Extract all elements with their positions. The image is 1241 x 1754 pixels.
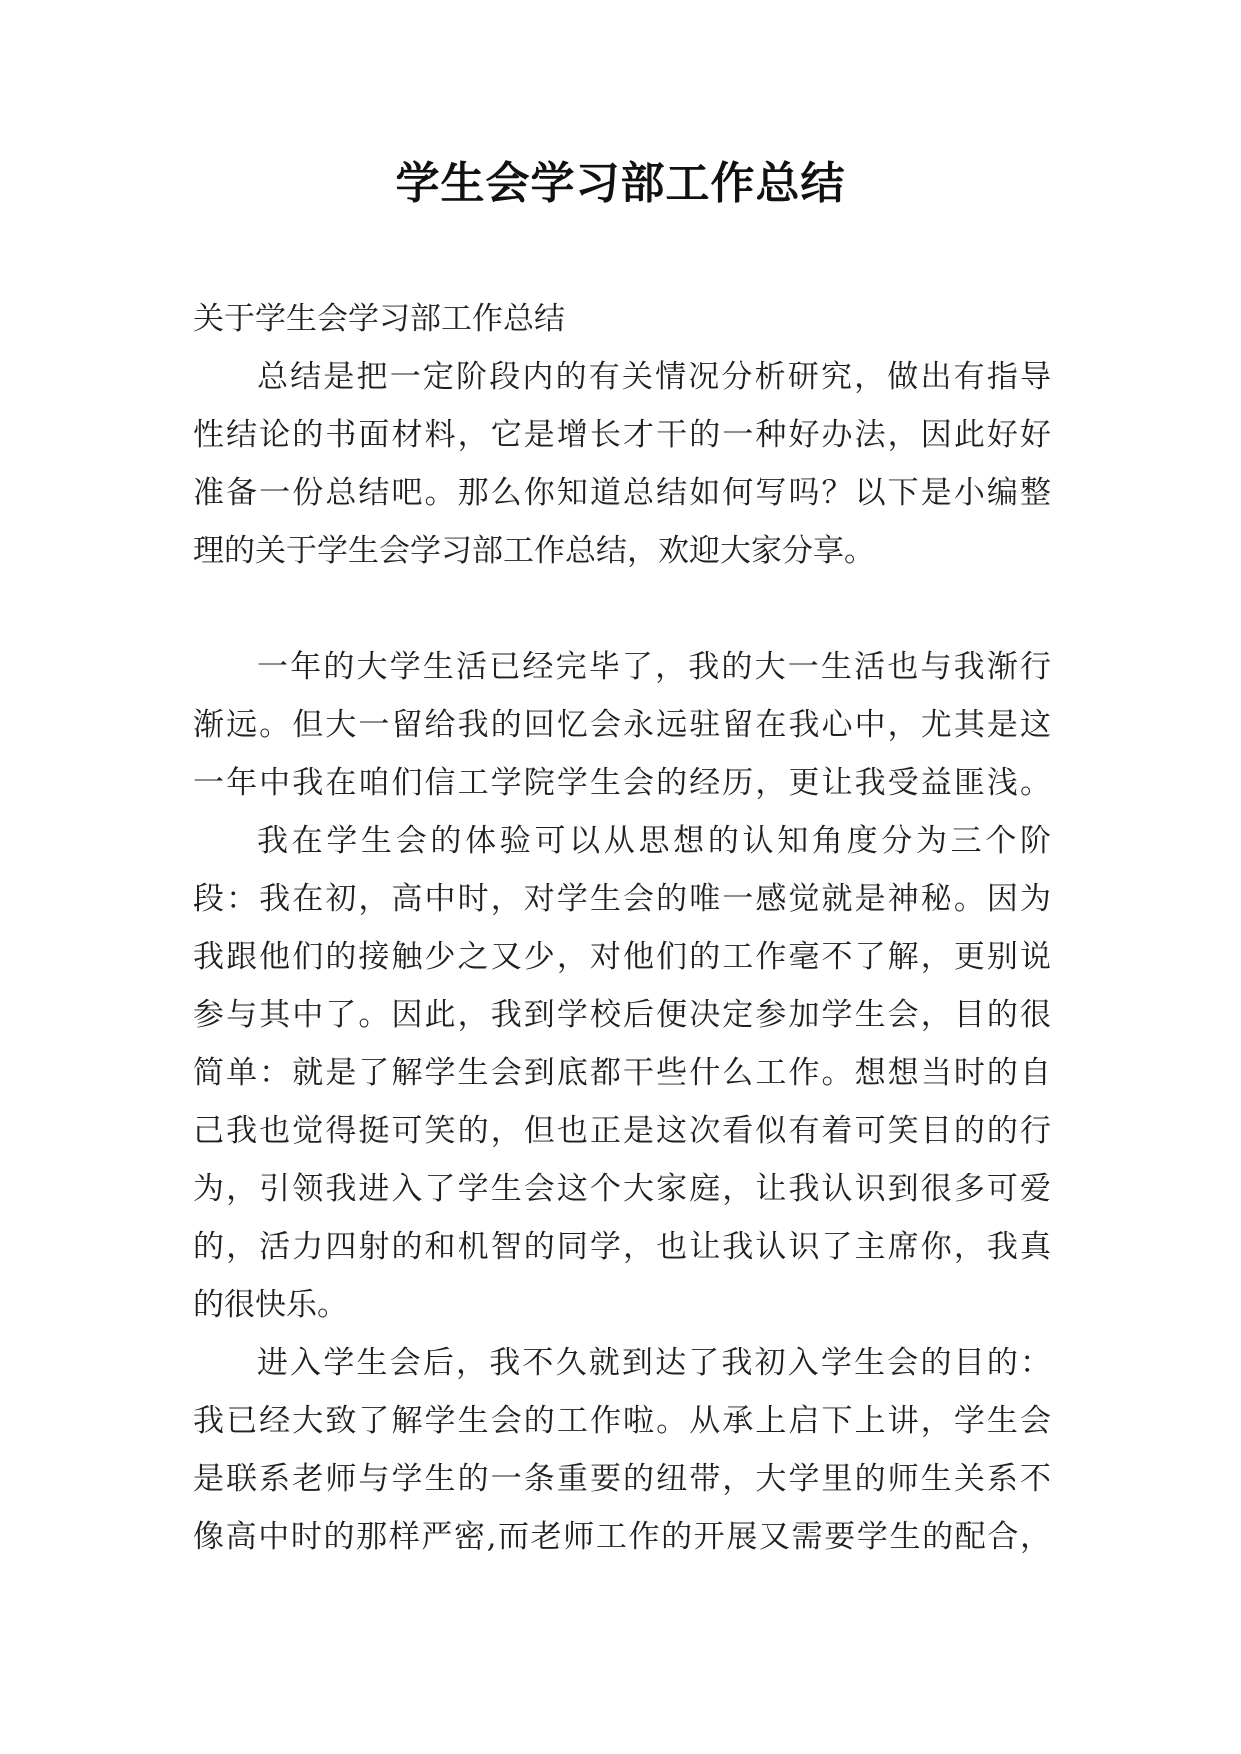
paragraph-line: 我跟他们的接触少之又少，对他们的工作毫不了解，更别说 [193,939,1051,975]
paragraph-line: 己我也觉得挺可笑的，但也正是这次看似有着可笑目的的行 [193,1113,1051,1149]
paragraph-line: 准备一份总结吧。那么你知道总结如何写吗？以下是小编整 [193,475,1051,511]
paragraph-gap [193,580,1051,638]
subtitle-line: 关于学生会学习部工作总结 [193,301,565,337]
paragraph-line: 理的关于学生会学习部工作总结，欢迎大家分享。 [193,533,875,569]
paragraph-line: 参与其中了。因此，我到学校后便决定参加学生会，目的很 [193,997,1051,1033]
paragraph-line: 为，引领我进入了学生会这个大家庭，让我认识到很多可爱 [193,1171,1051,1207]
paragraph-line: 段：我在初，高中时，对学生会的唯一感觉就是神秘。因为 [193,881,1051,917]
paragraph-line: 我已经大致了解学生会的工作啦。从承上启下上讲，学生会 [193,1403,1051,1439]
paragraph-line: 一年的大学生活已经完毕了，我的大一生活也与我渐行 [257,649,1051,685]
paragraph-line: 总结是把一定阶段内的有关情况分析研究，做出有指导 [257,359,1051,395]
paragraph-line: 进入学生会后，我不久就到达了我初入学生会的目的： [257,1345,1051,1381]
paragraph-line: 简单：就是了解学生会到底都干些什么工作。想想当时的自 [193,1055,1051,1091]
paragraph-line: 一年中我在咱们信工学院学生会的经历，更让我受益匪浅。 [193,765,1051,801]
paragraph-line: 渐远。但大一留给我的回忆会永远驻留在我心中，尤其是这 [193,707,1051,743]
paragraph-line: 的，活力四射的和机智的同学，也让我认识了主席你，我真 [193,1229,1051,1265]
document-body [193,290,1051,1566]
paragraph-line: 性结论的书面材料，它是增长才干的一种好办法，因此好好 [193,417,1051,453]
document-title: 学生会学习部工作总结 [395,158,846,209]
paragraph-line: 像高中时的那样严密,而老师工作的开展又需要学生的配合， [193,1519,1051,1555]
paragraph-line: 是联系老师与学生的一条重要的纽带，大学里的师生关系不 [193,1461,1051,1497]
paragraph-line: 的很快乐。 [193,1287,348,1323]
paragraph-line: 我在学生会的体验可以从思想的认知角度分为三个阶 [257,823,1051,859]
